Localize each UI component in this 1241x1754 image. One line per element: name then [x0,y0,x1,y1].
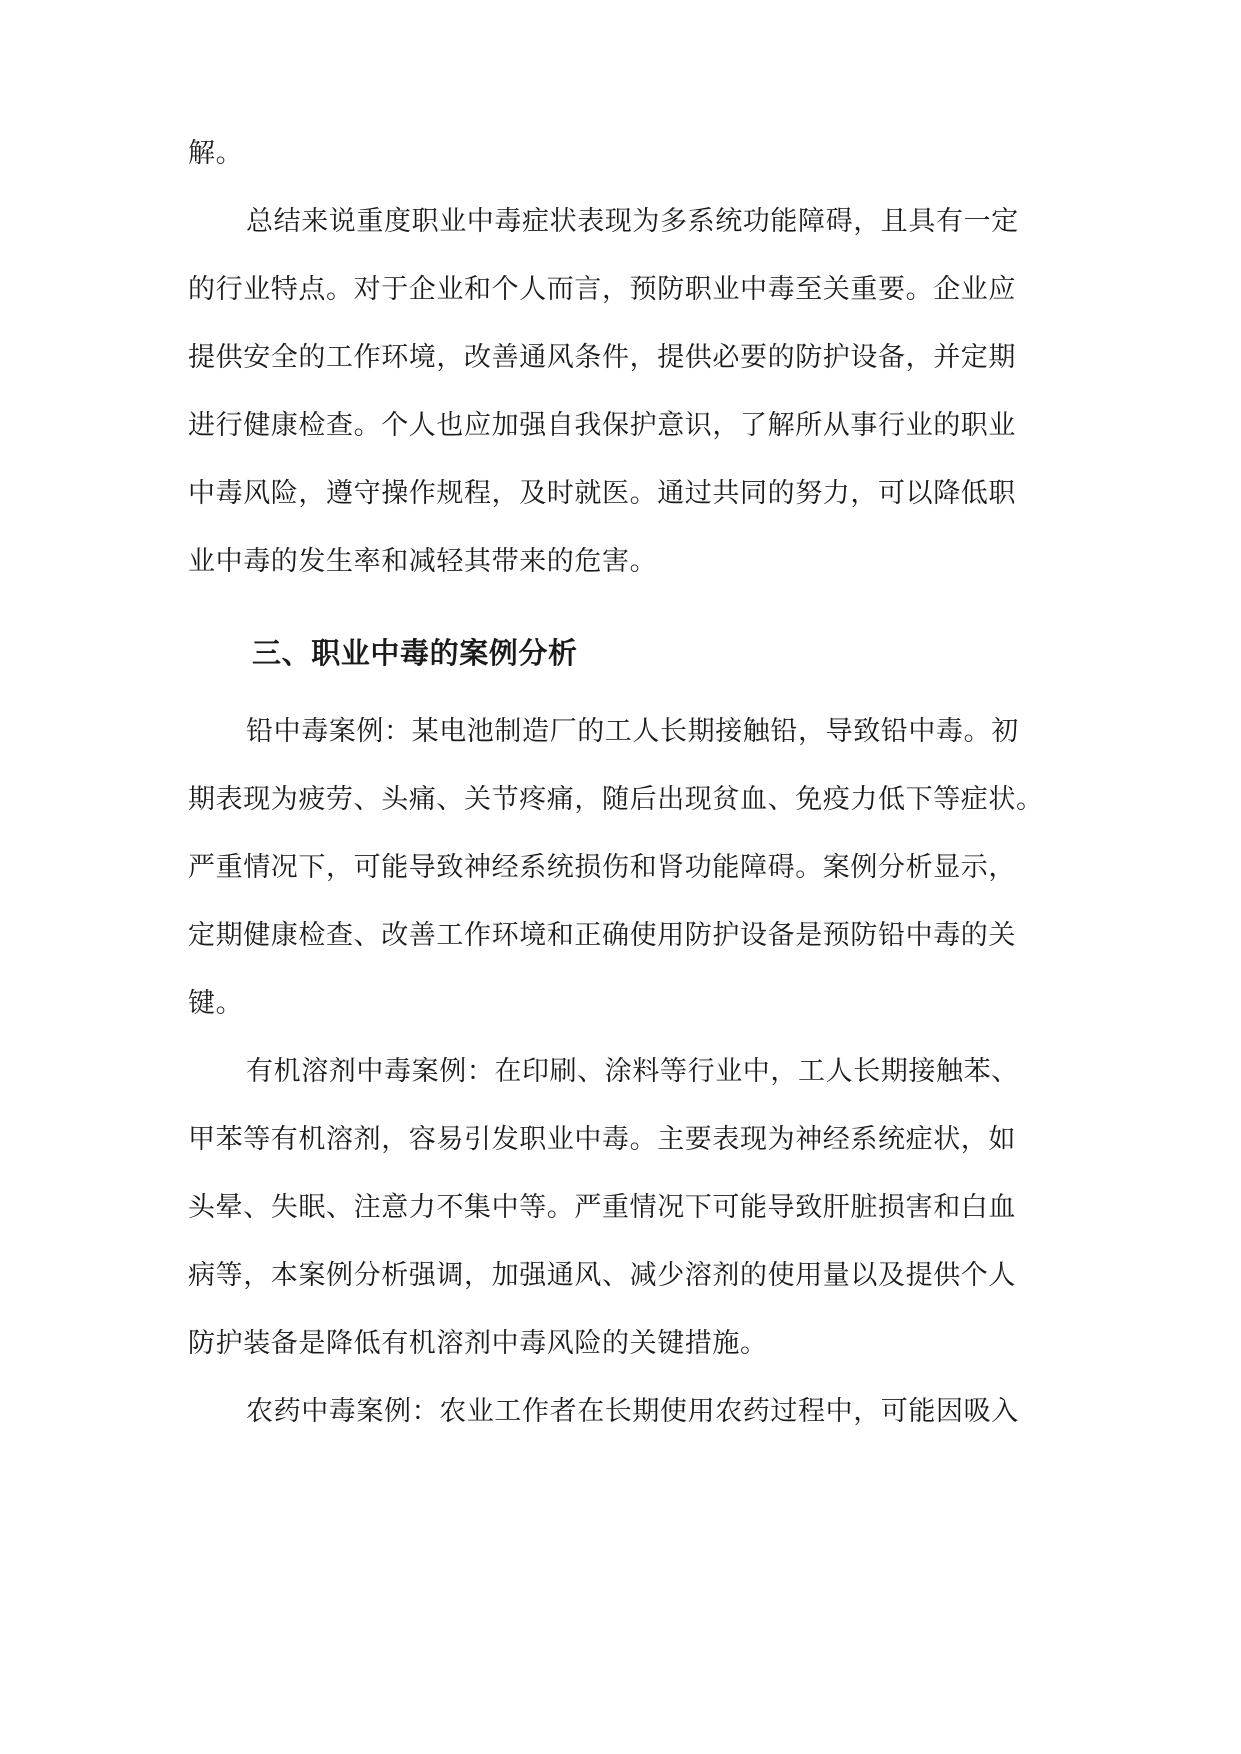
pesticide-case-paragraph-line: 农药中毒案例：农业工作者在长期使用农药过程中，可能因吸入 [246,1396,1019,1427]
solvent-case-paragraph-line: 有机溶剂中毒案例：在印刷、涂料等行业中，工人长期接触苯、 [246,1056,1019,1087]
section-heading: 三、职业中毒的案例分析 [252,636,578,670]
lead-case-paragraph-line: 期表现为疲劳、头痛、关节疼痛，随后出现贫血、免疫力低下等症状。 [188,784,1044,815]
lead-case-paragraph-line: 铅中毒案例：某电池制造厂的工人长期接触铅，导致铅中毒。初 [246,716,1019,747]
summary-paragraph-line: 总结来说重度职业中毒症状表现为多系统功能障碍，且具有一定 [246,206,1019,237]
summary-paragraph-line: 中毒风险，遵守操作规程，及时就医。通过共同的努力，可以降低职 [188,478,1016,509]
solvent-case-paragraph-line: 病等，本案例分析强调，加强通风、减少溶剂的使用量以及提供个人 [188,1260,1016,1291]
solvent-case-paragraph-line: 甲苯等有机溶剂，容易引发职业中毒。主要表现为神经系统症状，如 [188,1124,1016,1155]
solvent-case-paragraph-line: 头晕、失眠、注意力不集中等。严重情况下可能导致肝脏损害和白血 [188,1192,1016,1223]
summary-paragraph-line: 提供安全的工作环境，改善通风条件，提供必要的防护设备，并定期 [188,342,1016,373]
paragraph-continuation-line: 解。 [188,138,244,169]
solvent-case-paragraph-line: 防护装备是降低有机溶剂中毒风险的关键措施。 [188,1328,768,1359]
summary-paragraph-line: 业中毒的发生率和减轻其带来的危害。 [188,546,658,577]
summary-paragraph-line: 的行业特点。对于企业和个人而言，预防职业中毒至关重要。企业应 [188,274,1016,305]
lead-case-paragraph-line: 严重情况下，可能导致神经系统损伤和肾功能障碍。案例分析显示， [188,852,1016,883]
summary-paragraph-line: 进行健康检查。个人也应加强自我保护意识，了解所从事行业的职业 [188,410,1016,441]
lead-case-paragraph-line: 定期健康检查、改善工作环境和正确使用防护设备是预防铅中毒的关 [188,920,1016,951]
lead-case-paragraph-line: 键。 [188,988,244,1019]
